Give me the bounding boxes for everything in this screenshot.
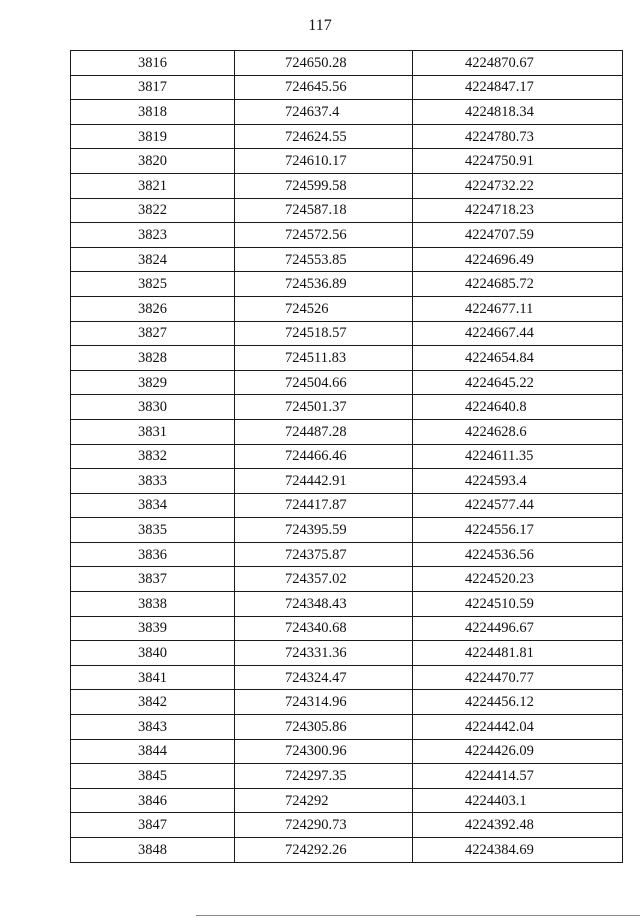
x-coordinate-cell: 724340.68	[235, 616, 413, 641]
x-coordinate-cell: 724587.18	[235, 198, 413, 223]
y-coordinate-cell: 4224520.23	[413, 567, 623, 592]
y-coordinate-cell: 4224750.91	[413, 149, 623, 174]
point-id-cell: 3835	[71, 518, 235, 543]
page-bottom-edge	[196, 915, 640, 916]
x-coordinate-cell: 724466.46	[235, 444, 413, 469]
point-id-cell: 3847	[71, 813, 235, 838]
table-row	[71, 51, 623, 76]
y-coordinate-cell: 4224593.4	[413, 469, 623, 494]
table-row	[71, 321, 623, 346]
table-row	[71, 764, 623, 789]
y-coordinate-cell: 4224707.59	[413, 223, 623, 248]
table-row	[71, 592, 623, 617]
x-coordinate-cell: 724357.02	[235, 567, 413, 592]
point-id-cell: 3818	[71, 100, 235, 125]
table-row	[71, 149, 623, 174]
point-id-cell: 3826	[71, 296, 235, 321]
y-coordinate-cell: 4224481.81	[413, 641, 623, 666]
x-coordinate-cell: 724526	[235, 296, 413, 321]
x-coordinate-cell: 724395.59	[235, 518, 413, 543]
y-coordinate-cell: 4224384.69	[413, 838, 623, 863]
table-row	[71, 173, 623, 198]
point-id-cell: 3829	[71, 370, 235, 395]
point-id-cell: 3820	[71, 149, 235, 174]
point-id-cell: 3823	[71, 223, 235, 248]
y-coordinate-cell: 4224403.1	[413, 788, 623, 813]
y-coordinate-cell: 4224870.67	[413, 51, 623, 76]
table-row	[71, 567, 623, 592]
table-row	[71, 444, 623, 469]
y-coordinate-cell: 4224628.6	[413, 419, 623, 444]
coordinate-table	[70, 50, 623, 863]
point-id-cell: 3832	[71, 444, 235, 469]
y-coordinate-cell: 4224718.23	[413, 198, 623, 223]
y-coordinate-cell: 4224645.22	[413, 370, 623, 395]
x-coordinate-cell: 724610.17	[235, 149, 413, 174]
x-coordinate-cell: 724442.91	[235, 469, 413, 494]
point-id-cell: 3819	[71, 124, 235, 149]
table-row	[71, 616, 623, 641]
point-id-cell: 3837	[71, 567, 235, 592]
x-coordinate-cell: 724292.26	[235, 838, 413, 863]
point-id-cell: 3843	[71, 715, 235, 740]
table-row	[71, 739, 623, 764]
y-coordinate-cell: 4224677.11	[413, 296, 623, 321]
y-coordinate-cell: 4224780.73	[413, 124, 623, 149]
table-row	[71, 419, 623, 444]
y-coordinate-cell: 4224696.49	[413, 247, 623, 272]
y-coordinate-cell: 4224611.35	[413, 444, 623, 469]
y-coordinate-cell: 4224732.22	[413, 173, 623, 198]
table-row	[71, 641, 623, 666]
table-row	[71, 370, 623, 395]
table-row	[71, 296, 623, 321]
x-coordinate-cell: 724375.87	[235, 542, 413, 567]
x-coordinate-cell: 724348.43	[235, 592, 413, 617]
point-id-cell: 3848	[71, 838, 235, 863]
table-row	[71, 469, 623, 494]
point-id-cell: 3840	[71, 641, 235, 666]
x-coordinate-cell: 724417.87	[235, 493, 413, 518]
table-row	[71, 493, 623, 518]
x-coordinate-cell: 724650.28	[235, 51, 413, 76]
table-row	[71, 124, 623, 149]
y-coordinate-cell: 4224426.09	[413, 739, 623, 764]
point-id-cell: 3817	[71, 75, 235, 100]
table-row	[71, 272, 623, 297]
point-id-cell: 3831	[71, 419, 235, 444]
table-row	[71, 665, 623, 690]
y-coordinate-cell: 4224536.56	[413, 542, 623, 567]
y-coordinate-cell: 4224640.8	[413, 395, 623, 420]
x-coordinate-cell: 724624.55	[235, 124, 413, 149]
table-row	[71, 198, 623, 223]
x-coordinate-cell: 724501.37	[235, 395, 413, 420]
x-coordinate-cell: 724645.56	[235, 75, 413, 100]
point-id-cell: 3825	[71, 272, 235, 297]
x-coordinate-cell: 724487.28	[235, 419, 413, 444]
y-coordinate-cell: 4224818.34	[413, 100, 623, 125]
y-coordinate-cell: 4224577.44	[413, 493, 623, 518]
point-id-cell: 3827	[71, 321, 235, 346]
y-coordinate-cell: 4224414.57	[413, 764, 623, 789]
x-coordinate-cell: 724599.58	[235, 173, 413, 198]
x-coordinate-cell: 724637.4	[235, 100, 413, 125]
x-coordinate-cell: 724331.36	[235, 641, 413, 666]
coordinate-table-body	[71, 51, 623, 863]
table-row	[71, 788, 623, 813]
point-id-cell: 3846	[71, 788, 235, 813]
y-coordinate-cell: 4224470.77	[413, 665, 623, 690]
table-row	[71, 542, 623, 567]
point-id-cell: 3842	[71, 690, 235, 715]
point-id-cell: 3828	[71, 346, 235, 371]
x-coordinate-cell: 724297.35	[235, 764, 413, 789]
point-id-cell: 3839	[71, 616, 235, 641]
point-id-cell: 3833	[71, 469, 235, 494]
point-id-cell: 3841	[71, 665, 235, 690]
table-row	[71, 100, 623, 125]
x-coordinate-cell: 724300.96	[235, 739, 413, 764]
point-id-cell: 3830	[71, 395, 235, 420]
y-coordinate-cell: 4224847.17	[413, 75, 623, 100]
y-coordinate-cell: 4224456.12	[413, 690, 623, 715]
x-coordinate-cell: 724518.57	[235, 321, 413, 346]
point-id-cell: 3844	[71, 739, 235, 764]
point-id-cell: 3822	[71, 198, 235, 223]
x-coordinate-cell: 724553.85	[235, 247, 413, 272]
x-coordinate-cell: 724305.86	[235, 715, 413, 740]
x-coordinate-cell: 724504.66	[235, 370, 413, 395]
table-row	[71, 838, 623, 863]
point-id-cell: 3824	[71, 247, 235, 272]
x-coordinate-cell: 724314.96	[235, 690, 413, 715]
y-coordinate-cell: 4224496.67	[413, 616, 623, 641]
x-coordinate-cell: 724324.47	[235, 665, 413, 690]
y-coordinate-cell: 4224685.72	[413, 272, 623, 297]
y-coordinate-cell: 4224667.44	[413, 321, 623, 346]
x-coordinate-cell: 724292	[235, 788, 413, 813]
table-row	[71, 247, 623, 272]
table-row	[71, 346, 623, 371]
point-id-cell: 3821	[71, 173, 235, 198]
y-coordinate-cell: 4224654.84	[413, 346, 623, 371]
table-row	[71, 690, 623, 715]
table-row	[71, 715, 623, 740]
y-coordinate-cell: 4224392.48	[413, 813, 623, 838]
x-coordinate-cell: 724572.56	[235, 223, 413, 248]
table-row	[71, 518, 623, 543]
x-coordinate-cell: 724511.83	[235, 346, 413, 371]
x-coordinate-cell: 724536.89	[235, 272, 413, 297]
point-id-cell: 3836	[71, 542, 235, 567]
point-id-cell: 3816	[71, 51, 235, 76]
table-row	[71, 813, 623, 838]
page-number: 117	[308, 17, 332, 34]
y-coordinate-cell: 4224556.17	[413, 518, 623, 543]
x-coordinate-cell: 724290.73	[235, 813, 413, 838]
point-id-cell: 3845	[71, 764, 235, 789]
table-row	[71, 395, 623, 420]
y-coordinate-cell: 4224510.59	[413, 592, 623, 617]
point-id-cell: 3834	[71, 493, 235, 518]
point-id-cell: 3838	[71, 592, 235, 617]
table-row	[71, 75, 623, 100]
table-row	[71, 223, 623, 248]
y-coordinate-cell: 4224442.04	[413, 715, 623, 740]
